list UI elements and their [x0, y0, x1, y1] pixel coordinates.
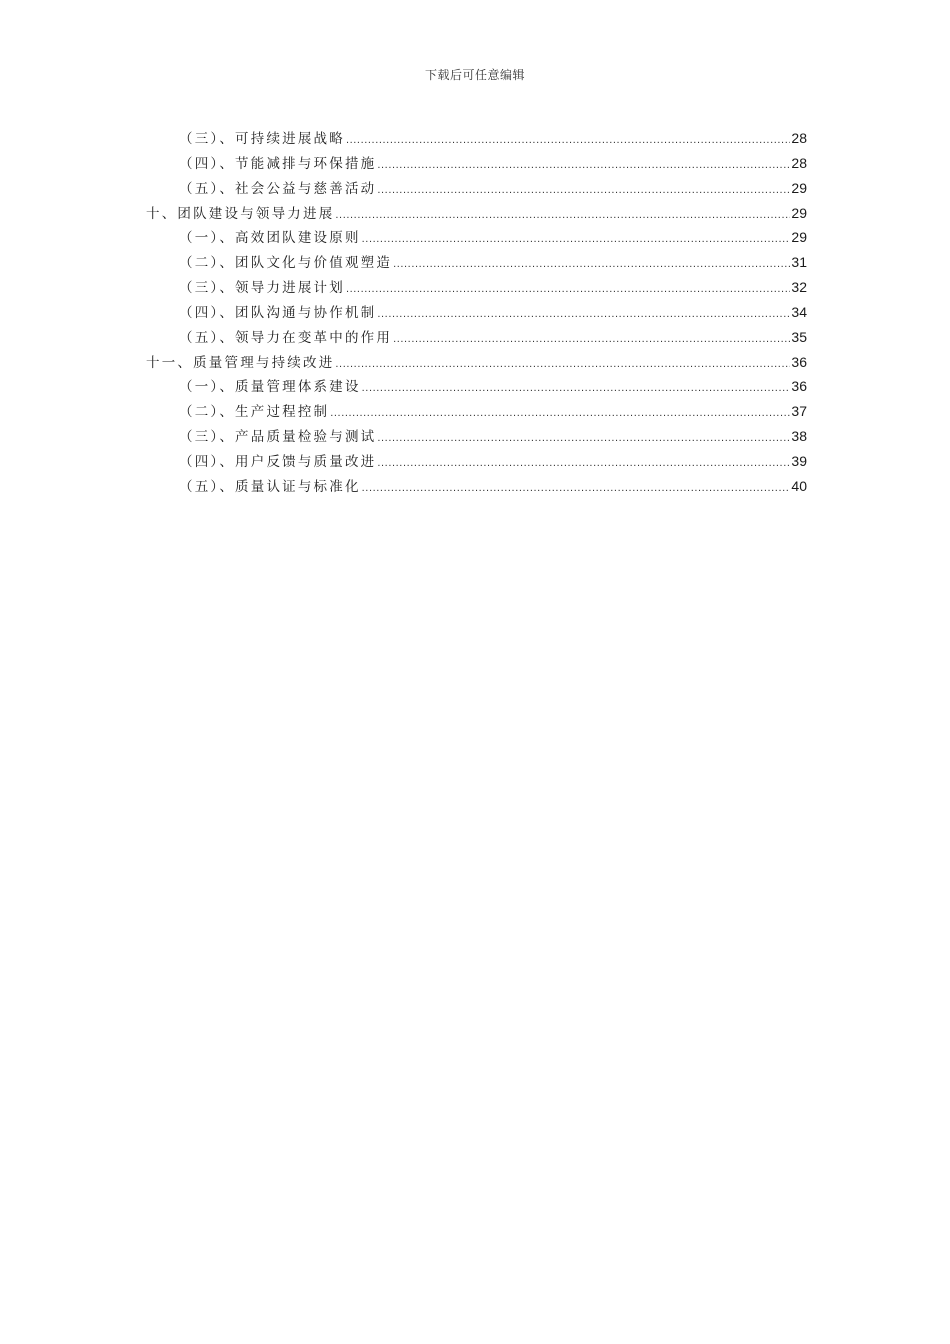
toc-dot-leader	[346, 128, 790, 153]
toc-entry-title: （四）、节能减排与环保措施	[179, 155, 377, 172]
toc-chapter-title: 十一、质量管理与持续改进	[146, 354, 335, 371]
toc-entry[interactable]	[146, 250, 807, 275]
toc-dot-leader	[377, 451, 790, 476]
toc-page-number: 40	[791, 477, 807, 494]
toc-page-number: 29	[791, 204, 807, 221]
toc-page-number: 36	[791, 378, 807, 395]
toc-dot-leader	[335, 203, 790, 228]
toc-entry-title: （三）、领导力进展计划	[179, 280, 345, 297]
toc-entry[interactable]	[146, 374, 807, 399]
toc-entry-title: （三）、可持续进展战略	[179, 131, 345, 147]
toc-entry[interactable]	[146, 449, 807, 474]
toc-page-number: 39	[791, 452, 807, 469]
toc-dot-leader	[362, 476, 791, 501]
toc-entry[interactable]	[146, 325, 807, 350]
toc-chapter-title: 十、团队建设与领导力进展	[146, 205, 335, 222]
toc-dot-leader	[330, 401, 790, 426]
toc-entry-title: （四）、团队沟通与协作机制	[179, 304, 377, 321]
toc-page-number: 37	[791, 403, 807, 420]
toc-entry[interactable]	[146, 300, 807, 325]
toc-entry-title: （四）、用户反馈与质量改进	[179, 453, 377, 470]
toc-page-number: 29	[791, 229, 807, 246]
toc-entry-title: （一）、质量管理体系建设	[179, 379, 361, 396]
toc-entry[interactable]	[146, 225, 807, 250]
toc-entry-title: （一）、高效团队建设原则	[179, 230, 361, 247]
toc-page-number: 28	[791, 130, 807, 146]
toc-entry[interactable]	[146, 399, 807, 424]
toc-entry[interactable]	[146, 176, 807, 201]
toc-dot-leader	[377, 302, 790, 327]
toc-entry-title: （二）、团队文化与价值观塑造	[179, 255, 393, 272]
table-of-contents	[146, 126, 807, 499]
toc-page-number: 34	[791, 303, 807, 320]
toc-dot-leader	[335, 352, 790, 377]
toc-entry[interactable]	[146, 474, 807, 499]
toc-entry-title: （五）、领导力在变革中的作用	[179, 329, 393, 346]
toc-dot-leader	[393, 327, 790, 352]
toc-dot-leader	[377, 178, 790, 203]
toc-dot-leader	[377, 153, 790, 178]
toc-entry[interactable]	[146, 151, 807, 176]
toc-page-number: 31	[791, 254, 807, 271]
toc-chapter-entry[interactable]	[146, 350, 807, 375]
toc-dot-leader	[393, 252, 790, 277]
toc-page-number: 29	[791, 179, 807, 196]
toc-dot-leader	[362, 376, 791, 401]
toc-dot-leader	[377, 426, 790, 451]
toc-entry[interactable]	[146, 424, 807, 449]
toc-page-number: 28	[791, 154, 807, 171]
toc-entry[interactable]	[146, 126, 807, 151]
page-header: 下载后可任意编辑	[424, 68, 525, 82]
toc-page-number: 35	[791, 328, 807, 345]
toc-chapter-entry[interactable]	[146, 201, 807, 226]
toc-dot-leader	[362, 227, 791, 252]
toc-dot-leader	[346, 277, 790, 302]
toc-entry-title: （二）、生产过程控制	[179, 404, 330, 421]
toc-entry-title: （五）、质量认证与标准化	[179, 478, 361, 495]
toc-entry-title: （三）、产品质量检验与测试	[179, 429, 377, 446]
toc-entry[interactable]	[146, 275, 807, 300]
toc-page-number: 38	[791, 428, 807, 445]
toc-entry-title: （五）、社会公益与慈善活动	[179, 180, 377, 197]
toc-page-number: 32	[791, 279, 807, 296]
toc-page-number: 36	[791, 353, 807, 370]
